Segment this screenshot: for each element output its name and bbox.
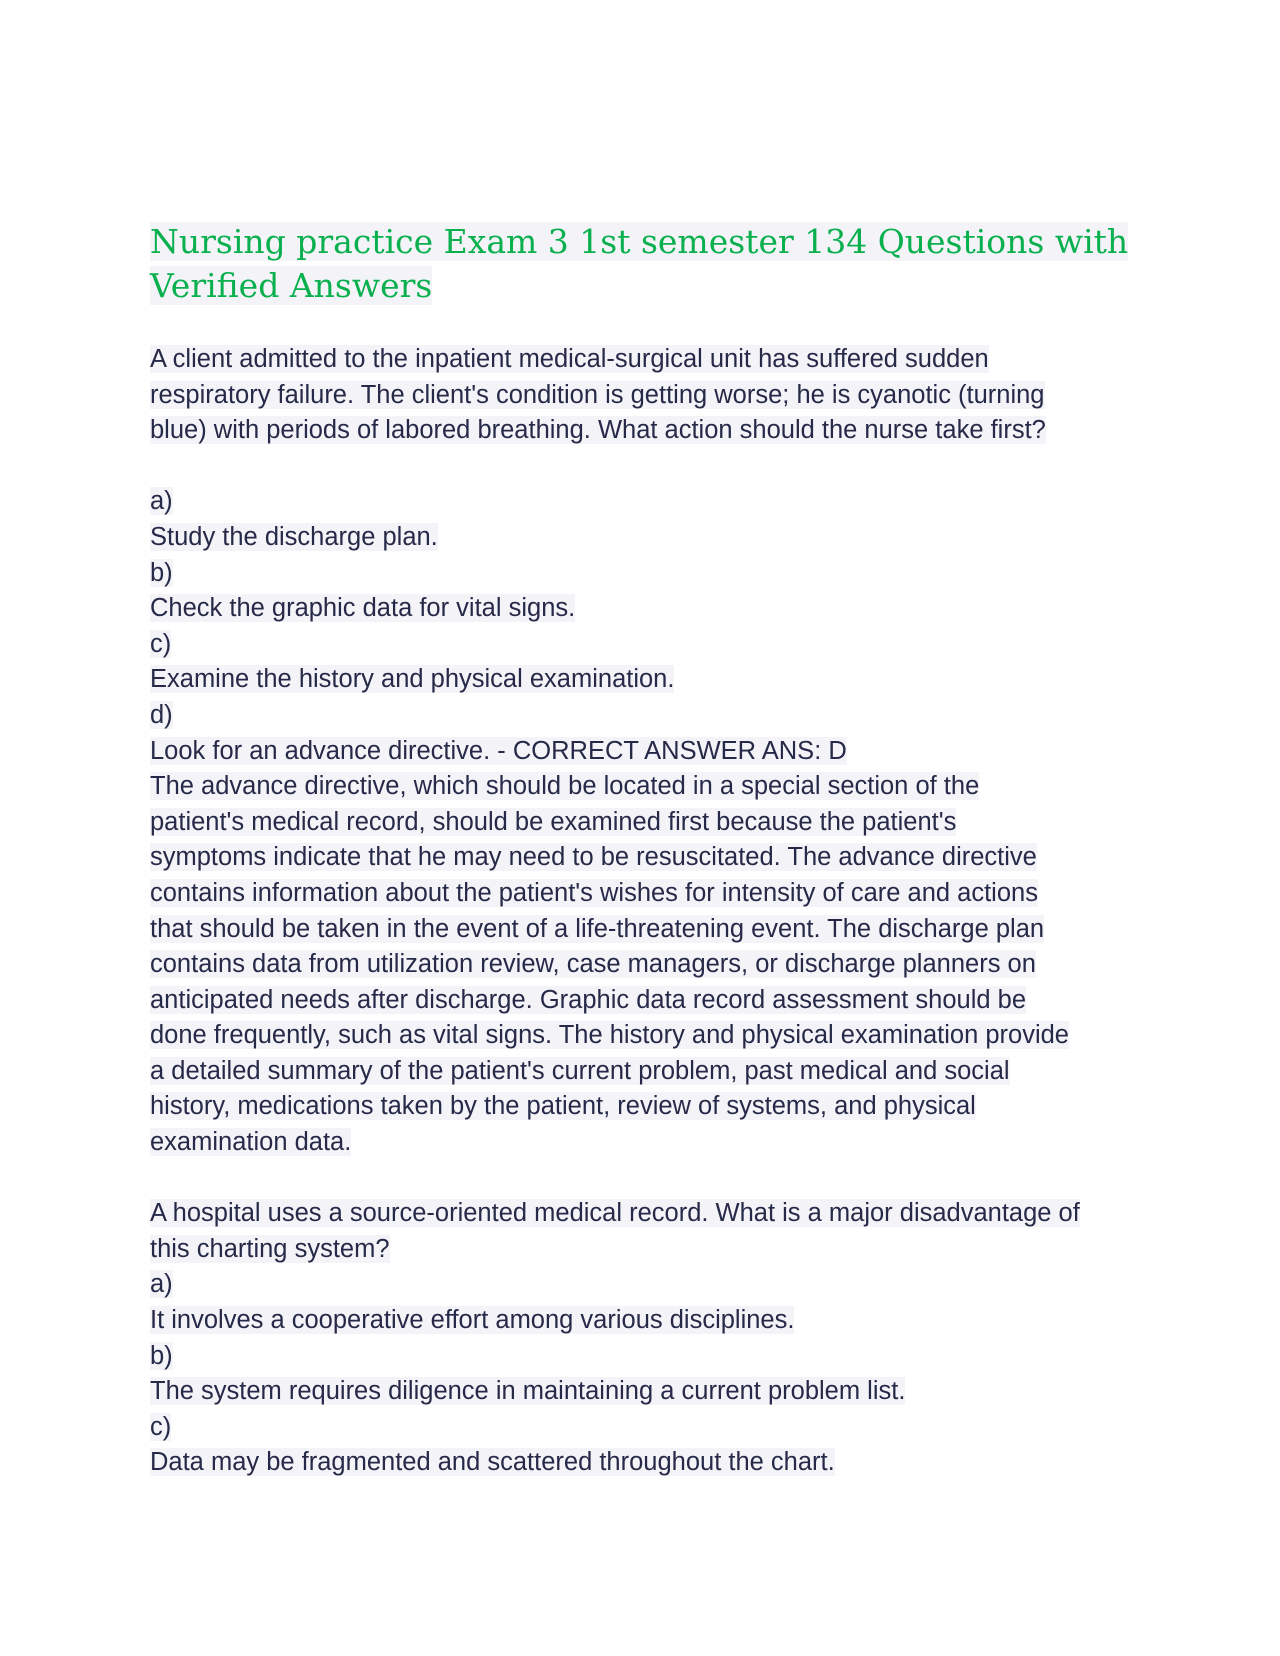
rationale-line: patient's medical record, should be examined first because the patient's bbox=[150, 807, 957, 836]
rationale-line: anticipated needs after discharge. Graphic data record assessment should be bbox=[150, 985, 1027, 1014]
question-text-line: this charting system? bbox=[150, 1234, 390, 1263]
option-letter: a) bbox=[150, 1270, 173, 1299]
option-text: Data may be fragmented and scattered throughout the chart. bbox=[150, 1448, 835, 1477]
rationale-line: done frequently, such as vital signs. The history and physical examination provide bbox=[150, 1021, 1069, 1050]
rationale-line: contains data from utilization review, case managers, or discharge planners on bbox=[150, 950, 1036, 979]
rationale-line: contains information about the patient's wishes for intensity of care and actions bbox=[150, 878, 1038, 907]
option-text: Check the graphic data for vital signs. bbox=[150, 594, 576, 623]
document-title bbox=[150, 220, 1150, 308]
title-line-1: Nursing practice Exam 3 1st semester 134 Questions with bbox=[150, 222, 1129, 261]
option-text: Study the discharge plan. bbox=[150, 522, 438, 551]
question-text-line: A client admitted to the inpatient medical-surgical unit has suffered sudden bbox=[150, 345, 989, 373]
option-text-correct-answer: Look for an advance directive. - CORRECT ANSWER ANS: D bbox=[150, 736, 847, 765]
question-text-line: A hospital uses a source-oriented medical record. What is a major disadvantage of bbox=[150, 1199, 1080, 1228]
rationale-line: symptoms indicate that he may need to be resuscitated. The advance directive bbox=[150, 843, 1037, 872]
rationale-line: a detailed summary of the patient's current problem, past medical and social bbox=[150, 1056, 1010, 1085]
rationale-line: that should be taken in the event of a life-threatening event. The discharge plan bbox=[150, 914, 1045, 943]
question-text-line: blue) with periods of labored breathing. What action should the nurse take first? bbox=[150, 416, 1046, 445]
title-line-2: Verified Answers bbox=[150, 266, 433, 305]
question-1 bbox=[150, 342, 1150, 1161]
question-2 bbox=[150, 1196, 1150, 1481]
option-letter: c) bbox=[150, 629, 172, 658]
rationale-line: history, medications taken by the patient, review of systems, and physical bbox=[150, 1092, 976, 1121]
option-letter: a) bbox=[150, 487, 173, 516]
option-letter: b) bbox=[150, 558, 173, 587]
question-text-line: respiratory failure. The client's condition is getting worse; he is cyanotic (turning bbox=[150, 380, 1045, 409]
document-page bbox=[150, 220, 1150, 1481]
option-text: It involves a cooperative effort among various disciplines. bbox=[150, 1306, 795, 1335]
option-letter: c) bbox=[150, 1412, 172, 1441]
rationale-line: examination data. bbox=[150, 1128, 352, 1157]
blank-line bbox=[150, 1161, 1150, 1197]
option-text: The system requires diligence in maintaining a current problem list. bbox=[150, 1377, 906, 1406]
option-text: Examine the history and physical examination. bbox=[150, 665, 675, 694]
option-letter: b) bbox=[150, 1341, 173, 1370]
rationale-line: The advance directive, which should be located in a special section of the bbox=[150, 772, 980, 801]
option-letter: d) bbox=[150, 700, 173, 729]
blank-line bbox=[150, 449, 1150, 485]
